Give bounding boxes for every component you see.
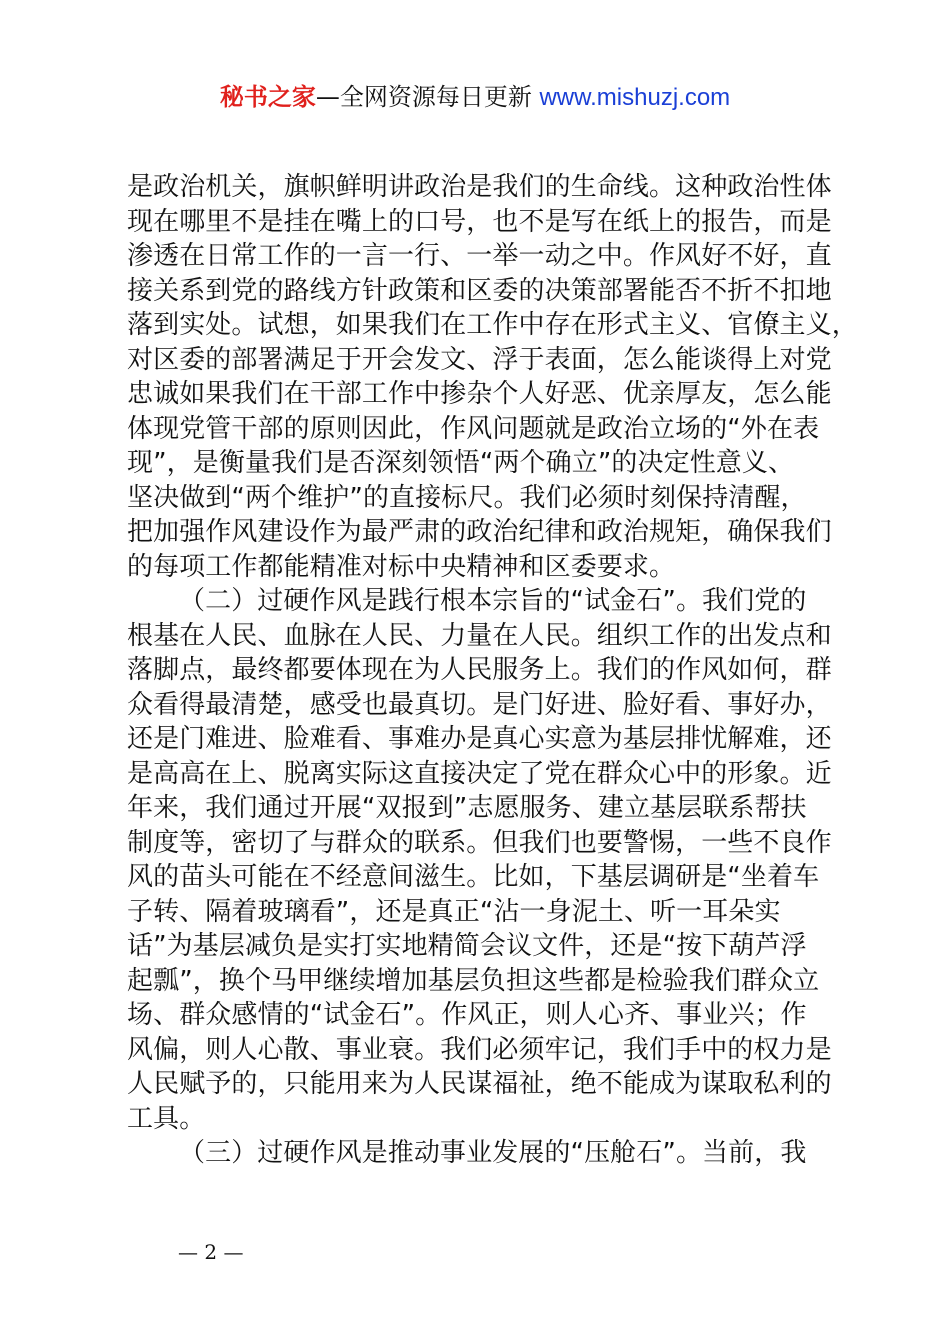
text-line: 落脚点，最终都要体现在为人民服务上。我们的作风如何，群 [127, 655, 832, 685]
text-line: 坚决做到“两个维护”的直接标尺。我们必须时刻保持清醒， [127, 482, 807, 513]
text-line: 对区委的部署满足于开会发文、浮于表面，怎么能谈得上对党 [127, 344, 832, 375]
section-heading-line: （三）过硬作风是推动事业发展的“压舱石”。当前，我 [179, 1138, 807, 1168]
text-line: 现”，是衡量我们是否深刻领悟“两个确立”的决定性意义、 [127, 448, 795, 478]
text-line: 体现党管干部的原则因此，作风问题就是政治立场的“外在表 [127, 413, 820, 444]
page-number: — 2 — [178, 1240, 244, 1264]
text-line: 的每项工作都能精准对标中央精神和区委要求。 [127, 551, 676, 582]
text-line: 还是门难进、脸难看、事难办是真心实意为基层排忧解难，还 [127, 724, 832, 754]
text-line: 起瓢”，换个马甲继续增加基层负担这些都是检验我们群众立 [127, 965, 820, 996]
text-line: 渗透在日常工作的一言一行、一举一动之中。作风好不好，直 [127, 241, 832, 271]
header-brand: 秘书之家 [219, 83, 316, 111]
text-line: 风偏，则人心散、事业衰。我们必须牢记，我们手中的权力是 [127, 1034, 832, 1065]
text-line: 子转、隔着玻璃看”，还是真正“沾一身泥土、听一耳朵实 [127, 896, 781, 927]
header-url[interactable]: www.mishuzj.com [539, 84, 731, 111]
text-line: 人民赋予的，只能用来为人民谋福祉，绝不能成为谋取私利的 [127, 1069, 832, 1099]
text-line: 众看得最清楚，感受也最真切。是门好进、脸好看、事好办， [127, 689, 832, 720]
text-line: 场、群众感情的“试金石”。作风正，则人心齐、事业兴；作 [127, 1000, 807, 1030]
text-line: 是政治机关，旗帜鲜明讲政治是我们的生命线。这种政治性体 [127, 172, 832, 202]
section-heading-line: （二）过硬作风是践行根本宗旨的“试金石”。我们党的 [179, 586, 807, 616]
header-slogan: —全网资源每日更新 [315, 83, 532, 111]
text-line: 把加强作风建设作为最严肃的政治纪律和政治规矩，确保我们 [127, 517, 832, 547]
text-line: 接关系到党的路线方针政策和区委的决策部署能否不折不扣地 [127, 275, 832, 306]
site-header [0, 82, 950, 113]
text-line: 根基在人民、血脉在人民、力量在人民。组织工作的出发点和 [127, 620, 832, 651]
document-body [127, 170, 858, 1171]
text-line: 工具。 [127, 1103, 206, 1134]
text-line: 是高高在上、脱离实际这直接决定了党在群众心中的形象。近 [127, 758, 832, 789]
text-line: 年来，我们通过开展“双报到”志愿服务、建立基层联系帮扶 [127, 793, 807, 823]
text-line: 现在哪里不是挂在嘴上的口号，也不是写在纸上的报告，而是 [127, 206, 832, 237]
text-line: 风的苗头可能在不经意间滋生。比如，下基层调研是“坐着车 [127, 862, 820, 892]
text-line: 落到实处。试想，如果我们在工作中存在形式主义、官僚主义， [127, 310, 858, 340]
text-line: 话”为基层减负是实打实地精简会议文件，还是“按下葫芦浮 [127, 931, 807, 961]
text-line: 忠诚如果我们在干部工作中掺杂个人好恶、优亲厚友，怎么能 [127, 379, 832, 409]
text-line: 制度等，密切了与群众的联系。但我们也要警惕，一些不良作 [127, 827, 832, 858]
